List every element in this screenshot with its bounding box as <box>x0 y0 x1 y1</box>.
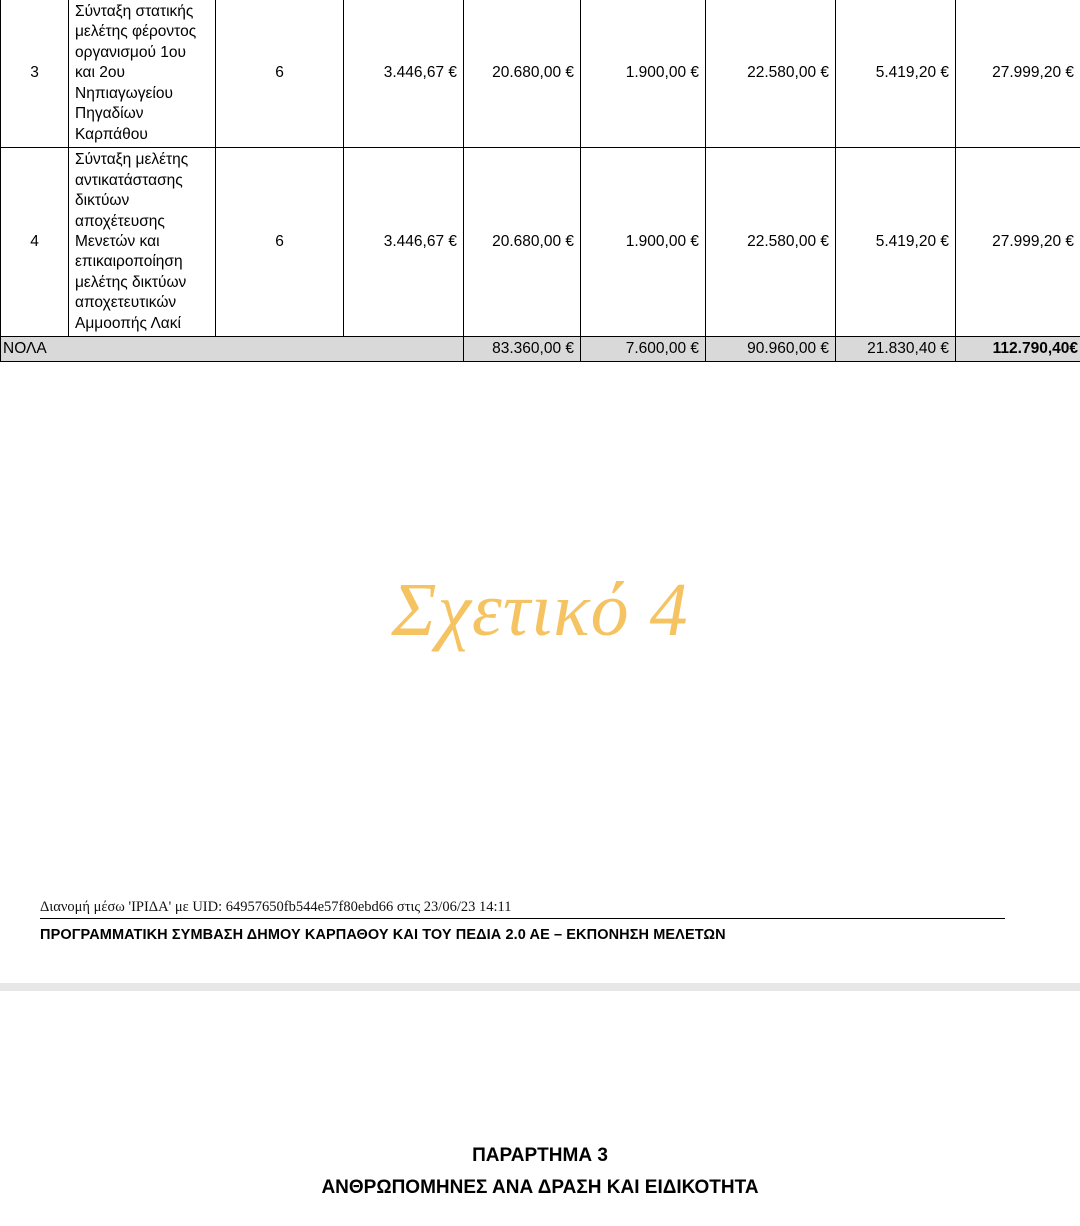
row-subtotal-2: 1.900,00 € <box>581 0 706 148</box>
row-quantity: 6 <box>216 0 344 148</box>
row-index: 3 <box>1 0 69 148</box>
table-row <box>1 0 1080 148</box>
row-subtotal-1: 20.680,00 € <box>464 0 581 148</box>
footer-title: ΠΡΟΓΡΑΜΜΑΤΙΚΗ ΣΥΜΒΑΣΗ ΔΗΜΟΥ ΚΑΡΠΑΘΟΥ ΚΑΙ ΤΟΥ ΠΕΔΙΑ 2.0 ΑΕ – ΕΚΠΟΝΗΣΗ ΜΕΛΕΤΩΝ <box>40 927 726 943</box>
row-description: Σύνταξη στατικής μελέτης φέροντος οργανισμού 1ου και 2ου Νηπιαγωγείου Πηγαδίων Καρπάθου <box>69 0 216 148</box>
row-unit-price: 3.446,67 € <box>344 148 464 337</box>
total-vat: 21.830,40 € <box>836 337 956 362</box>
reference-stamp: Σχετικό 4 <box>391 568 689 652</box>
row-total: 27.999,20 € <box>956 0 1080 148</box>
row-unit-price: 3.446,67 € <box>344 0 464 148</box>
distribution-note: Διανομή μέσω 'ΙΡΙΔΑ' με UID: 64957650fb544e57f80ebd66 στις 23/06/23 14:11 <box>40 899 1005 919</box>
row-subtotal-1: 20.680,00 € <box>464 148 581 337</box>
row-vat: 5.419,20 € <box>836 148 956 337</box>
row-subtotal-3: 22.580,00 € <box>706 0 836 148</box>
cost-table <box>0 0 1080 362</box>
row-vat: 5.419,20 € <box>836 0 956 148</box>
page-break-divider <box>0 983 1080 991</box>
row-index: 4 <box>1 148 69 337</box>
annex-title: ΠΑΡΑΡΤΗΜΑ 3 <box>472 1145 608 1166</box>
row-total: 27.999,20 € <box>956 148 1080 337</box>
row-description: Σύνταξη μελέτης αντικατάστασης δικτύων αποχέτευσης Μενετών και επικαιροποίηση μελέτης δικτύων αποχετευτικών Αμμοοπής Λακί <box>69 148 216 337</box>
total-subtotal-2: 7.600,00 € <box>581 337 706 362</box>
row-quantity: 6 <box>216 148 344 337</box>
total-subtotal-3: 90.960,00 € <box>706 337 836 362</box>
grand-total: 112.790,40€ <box>956 337 1080 362</box>
row-subtotal-3: 22.580,00 € <box>706 148 836 337</box>
table-total-row <box>1 337 1080 362</box>
annex-subtitle: ΑΝΘΡΩΠΟΜΗΝΕΣ ΑΝΑ ΔΡΑΣΗ ΚΑΙ ΕΙΔΙΚΟΤΗΤΑ <box>321 1177 759 1198</box>
row-subtotal-2: 1.900,00 € <box>581 148 706 337</box>
cost-table-container <box>0 0 1080 362</box>
total-label: ΝΟΛΑ <box>1 337 464 362</box>
total-subtotal-1: 83.360,00 € <box>464 337 581 362</box>
table-row <box>1 148 1080 337</box>
